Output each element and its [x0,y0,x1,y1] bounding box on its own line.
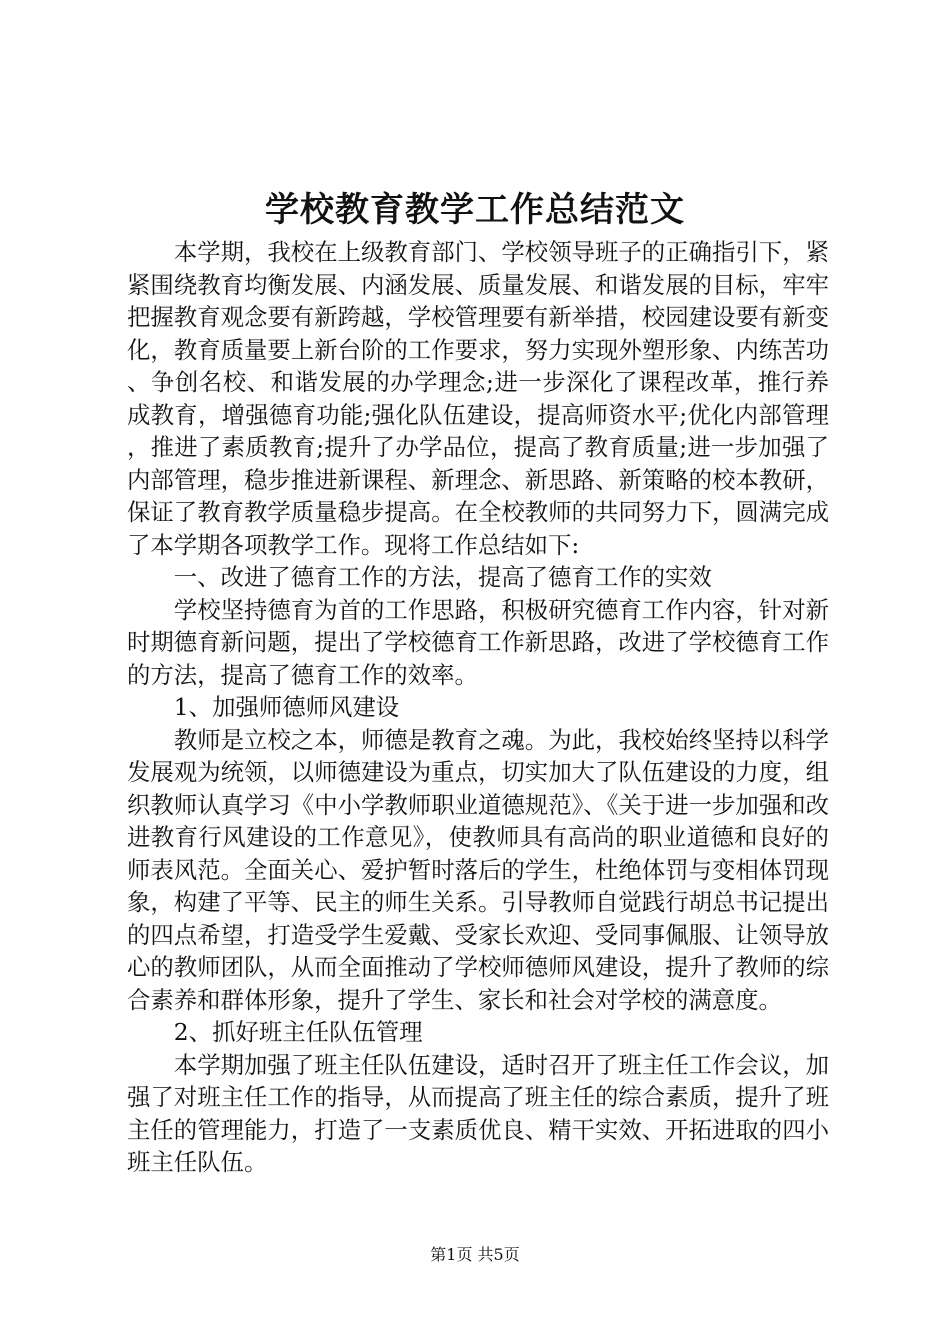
page-footer: 第1页 共5页 [430,1245,520,1264]
subheading-teacher-ethics: 1、加强师德师风建设 [173,693,400,721]
document-title: 学校教育教学工作总结范文 [265,190,685,230]
section-heading-moral-education: 一、改进了德育工作的方法，提高了德育工作的实效 [173,563,712,591]
document-body [127,236,829,1179]
subheading-class-teacher-management: 2、抓好班主任队伍管理 [173,1018,423,1046]
paragraph-teacher-ethics: 教师是立校之本，师德是教育之魂。为此，我校始终坚持以科学发展观为统领，以师德建设为重点，切实加大了队伍建设的力度，组织教师认真学习《中小学教师职业道德规范》、《关于进一步加强和改进教育行风建设的工作意见》，使教师具有高尚的职业道德和良好的师表风范。全面关心、爱护暂时落后的学生，杜绝体罚与变相体罚现象，构建了平等、民主的师生关系。引导教师自觉践行胡总书记提出的四点希望，打造受学生爱戴、受家长欢迎、受同事佩服、让领导放心的教师团队，从而全面推动了学校师德师风建设，提升了教师的综合素养和群体形象，提升了学生、家长和社会对学校的满意度。 [127,725,829,1014]
paragraph-intro: 本学期，我校在上级教育部门、学校领导班子的正确指引下，紧紧围绕教育均衡发展、内涵发展、质量发展、和谐发展的目标，牢牢把握教育观念要有新跨越，学校管理要有新举措，校园建设要有新变化，教育质量要上新台阶的工作要求，努力实现外塑形象、内练苦功、争创名校、和谐发展的办学理念;进一步深化了课程改革，推行养成教育，增强德育功能;强化队伍建设，提高师资水平;优化内部管理，推进了素质教育;提升了办学品位，提高了教育质量;进一步加强了内部管理，稳步推进新课程、新理念、新思路、新策略的校本教研，保证了教育教学质量稳步提高。在全校教师的共同努力下，圆满完成了本学期各项教学工作。现将工作总结如下: [127,238,829,559]
paragraph-class-teacher-management: 本学期加强了班主任队伍建设，适时召开了班主任工作会议，加强了对班主任工作的指导，从而提高了班主任的综合素质，提升了班主任的管理能力，打造了一支素质优良、精干实效、开拓进取的四小班主任队伍。 [127,1050,829,1176]
paragraph-moral-education: 学校坚持德育为首的工作思路，积极研究德育工作内容，针对新时期德育新问题，提出了学校德育工作新思路，改进了学校德育工作的方法，提高了德育工作的效率。 [127,595,829,689]
